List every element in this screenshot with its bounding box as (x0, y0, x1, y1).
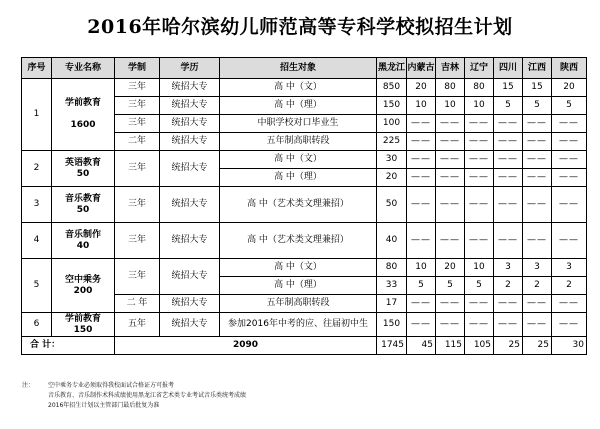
quota-cell: —— (523, 187, 552, 223)
group-seq: 5 (22, 259, 52, 313)
quota-cell: —— (552, 151, 587, 169)
major-name: 空中乘务 (64, 274, 101, 285)
header-row (22, 58, 587, 79)
target-cell: 高 中（文） (220, 259, 377, 277)
quota-cell: 15 (494, 79, 523, 97)
quota-cell: 33 (377, 277, 407, 295)
header-target: 招生对象 (220, 58, 377, 79)
degree-cell: 统招大专 (160, 151, 220, 187)
major-quota: 50 (76, 204, 90, 215)
header-province: 辽宁 (465, 58, 494, 79)
quota-cell: —— (552, 169, 587, 187)
quota-cell: —— (436, 133, 465, 151)
years-cell: 五年 (115, 313, 160, 337)
major-cell (52, 313, 115, 337)
header-seq: 序号 (22, 58, 52, 79)
target-cell: 高 中（文） (220, 151, 377, 169)
table-row (22, 223, 587, 259)
quota-cell: —— (407, 133, 436, 151)
years-cell: 三年 (115, 259, 160, 295)
degree-cell: 统招大专 (160, 313, 220, 337)
quota-cell: 225 (377, 133, 407, 151)
target-cell: 五年制高职转段 (220, 133, 377, 151)
major-cell (52, 259, 115, 313)
quota-cell: —— (494, 313, 523, 337)
quota-cell: —— (407, 151, 436, 169)
totals-cell: 105 (465, 337, 494, 355)
header-province: 内蒙古 (407, 58, 436, 79)
quota-cell: —— (436, 187, 465, 223)
quota-cell: —— (465, 187, 494, 223)
quota-cell: —— (552, 187, 587, 223)
quota-cell: —— (465, 223, 494, 259)
quota-cell: 5 (407, 277, 436, 295)
quota-cell: —— (523, 223, 552, 259)
note-line: 音乐教育、音乐制作术科成绩使用黑龙江省艺术类专业考试音乐类统考成绩 (48, 392, 247, 399)
degree-cell: 统招大专 (160, 295, 220, 313)
major-quota: 150 (73, 324, 93, 335)
note-line: 空中乘务专业必须取得我校面试合格证方可报考 (48, 382, 175, 389)
group-seq: 2 (22, 151, 52, 187)
quota-cell: 3 (494, 259, 523, 277)
target-cell: 五年制高职转段 (220, 295, 377, 313)
totals-cell: 30 (552, 337, 587, 355)
quota-cell: —— (407, 169, 436, 187)
quota-cell: —— (407, 313, 436, 337)
quota-cell: —— (552, 133, 587, 151)
quota-cell: 3 (523, 259, 552, 277)
quota-cell: —— (494, 133, 523, 151)
quota-cell: —— (494, 187, 523, 223)
quota-cell: —— (407, 223, 436, 259)
group-seq: 1 (22, 79, 52, 151)
header-province: 吉林 (436, 58, 465, 79)
quota-cell: 20 (377, 169, 407, 187)
quota-cell: 80 (377, 259, 407, 277)
quota-cell: 10 (465, 97, 494, 115)
quota-cell: 40 (377, 223, 407, 259)
years-cell: 三年 (115, 115, 160, 133)
quota-cell: 100 (377, 115, 407, 133)
totals-label: 合 计： (22, 337, 115, 355)
quota-cell: 15 (523, 79, 552, 97)
quota-cell: 10 (407, 97, 436, 115)
major-cell (52, 187, 115, 223)
years-cell: 二 年 (115, 295, 160, 313)
totals-cell: 25 (494, 337, 523, 355)
quota-cell: —— (407, 115, 436, 133)
table-row (22, 187, 587, 223)
major-name: 音乐制作 (64, 229, 101, 240)
major-name: 学前教育 (64, 98, 101, 108)
quota-cell: 2 (552, 277, 587, 295)
totals-row (22, 337, 587, 355)
quota-cell: —— (436, 313, 465, 337)
degree-cell: 统招大专 (160, 223, 220, 259)
target-cell: 高 中（文） (220, 79, 377, 97)
degree-cell: 统招大专 (160, 187, 220, 223)
quota-cell: —— (465, 313, 494, 337)
admission-plan-table (21, 57, 587, 355)
quota-cell: 5 (436, 277, 465, 295)
quota-cell: —— (552, 223, 587, 259)
major-cell (52, 223, 115, 259)
quota-cell: 20 (436, 259, 465, 277)
major-cell (52, 151, 115, 187)
quota-cell: —— (436, 223, 465, 259)
header-province: 黑龙江 (377, 58, 407, 79)
quota-cell: 5 (523, 97, 552, 115)
quota-cell: 20 (407, 79, 436, 97)
quota-cell: 3 (552, 259, 587, 277)
header-province: 陕西 (552, 58, 587, 79)
quota-cell: 20 (552, 79, 587, 97)
quota-cell: 80 (436, 79, 465, 97)
table-row (22, 313, 587, 337)
quota-cell: —— (523, 295, 552, 313)
quota-cell: —— (465, 115, 494, 133)
quota-cell: 2 (494, 277, 523, 295)
table-row (22, 151, 587, 169)
major-quota: 50 (76, 168, 90, 179)
target-cell: 高 中（艺术类文理兼招） (220, 187, 377, 223)
years-cell: 三年 (115, 97, 160, 115)
degree-cell: 统招大专 (160, 133, 220, 151)
degree-cell: 统招大专 (160, 259, 220, 295)
totals-cell: 115 (436, 337, 465, 355)
quota-cell: —— (407, 295, 436, 313)
quota-cell: —— (552, 313, 587, 337)
quota-cell: 2 (523, 277, 552, 295)
totals-grand: 2090 (115, 337, 377, 355)
quota-cell: 5 (465, 277, 494, 295)
major-name: 音乐教育 (64, 193, 101, 204)
target-cell: 参加2016年中考的应、往届初中生 (220, 313, 377, 337)
years-cell: 三年 (115, 223, 160, 259)
target-cell: 高 中（艺术类文理兼招） (220, 223, 377, 259)
notes-label: 注： (22, 382, 35, 389)
totals-cell: 45 (407, 337, 436, 355)
years-cell: 二年 (115, 133, 160, 151)
quota-cell: 5 (552, 97, 587, 115)
quota-cell: —— (494, 115, 523, 133)
quota-cell: —— (407, 187, 436, 223)
quota-cell: —— (494, 295, 523, 313)
quota-cell: 17 (377, 295, 407, 313)
page-title: 2016年哈尔滨幼儿师范高等专科学校拟招生计划 (87, 16, 513, 38)
quota-cell: 30 (377, 151, 407, 169)
major-quota: 40 (76, 240, 90, 251)
quota-cell: —— (436, 295, 465, 313)
header-province: 江西 (523, 58, 552, 79)
header-major: 专业名称 (52, 58, 115, 79)
footnotes (22, 381, 246, 411)
quota-cell: —— (465, 133, 494, 151)
quota-cell: 10 (407, 259, 436, 277)
table-row (22, 79, 587, 97)
quota-cell: —— (523, 151, 552, 169)
target-cell: 高 中（理） (220, 277, 377, 295)
target-cell: 中职学校对口毕业生 (220, 115, 377, 133)
quota-cell: —— (523, 169, 552, 187)
quota-cell: —— (552, 115, 587, 133)
quota-cell: 850 (377, 79, 407, 97)
quota-cell: 10 (436, 97, 465, 115)
quota-cell: 5 (494, 97, 523, 115)
quota-cell: 80 (465, 79, 494, 97)
major-quota: 1600 (70, 120, 96, 130)
major-name: 学前教育 (64, 313, 101, 324)
header-degree: 学历 (160, 58, 220, 79)
group-seq: 6 (22, 313, 52, 337)
totals-cell: 25 (523, 337, 552, 355)
group-seq: 4 (22, 223, 52, 259)
quota-cell: —— (494, 223, 523, 259)
quota-cell: —— (436, 169, 465, 187)
totals-cell: 1745 (377, 337, 407, 355)
target-cell: 高 中（理） (220, 169, 377, 187)
header-province: 四川 (494, 58, 523, 79)
table-row (22, 259, 587, 277)
quota-cell: 150 (377, 97, 407, 115)
quota-cell: —— (494, 169, 523, 187)
major-quota: 200 (73, 285, 93, 296)
quota-cell: —— (523, 313, 552, 337)
quota-cell: 50 (377, 187, 407, 223)
quota-cell: —— (523, 133, 552, 151)
quota-cell: 150 (377, 313, 407, 337)
quota-cell: —— (465, 169, 494, 187)
years-cell: 三年 (115, 187, 160, 223)
target-cell: 高 中（理） (220, 97, 377, 115)
degree-cell: 统招大专 (160, 97, 220, 115)
years-cell: 三年 (115, 151, 160, 187)
quota-cell: —— (465, 151, 494, 169)
note-line: 2016年招生计划以主管部门最后批复为准 (48, 402, 160, 409)
quota-cell: —— (523, 115, 552, 133)
degree-cell: 统招大专 (160, 79, 220, 97)
group-seq: 3 (22, 187, 52, 223)
years-cell: 三年 (115, 79, 160, 97)
quota-cell: —— (465, 295, 494, 313)
quota-cell: —— (552, 295, 587, 313)
quota-cell: —— (436, 151, 465, 169)
quota-cell: —— (494, 151, 523, 169)
degree-cell: 统招大专 (160, 115, 220, 133)
quota-cell: —— (436, 115, 465, 133)
major-cell (52, 79, 115, 151)
major-name: 英语教育 (64, 157, 101, 168)
header-years: 学制 (115, 58, 160, 79)
quota-cell: 10 (465, 259, 494, 277)
